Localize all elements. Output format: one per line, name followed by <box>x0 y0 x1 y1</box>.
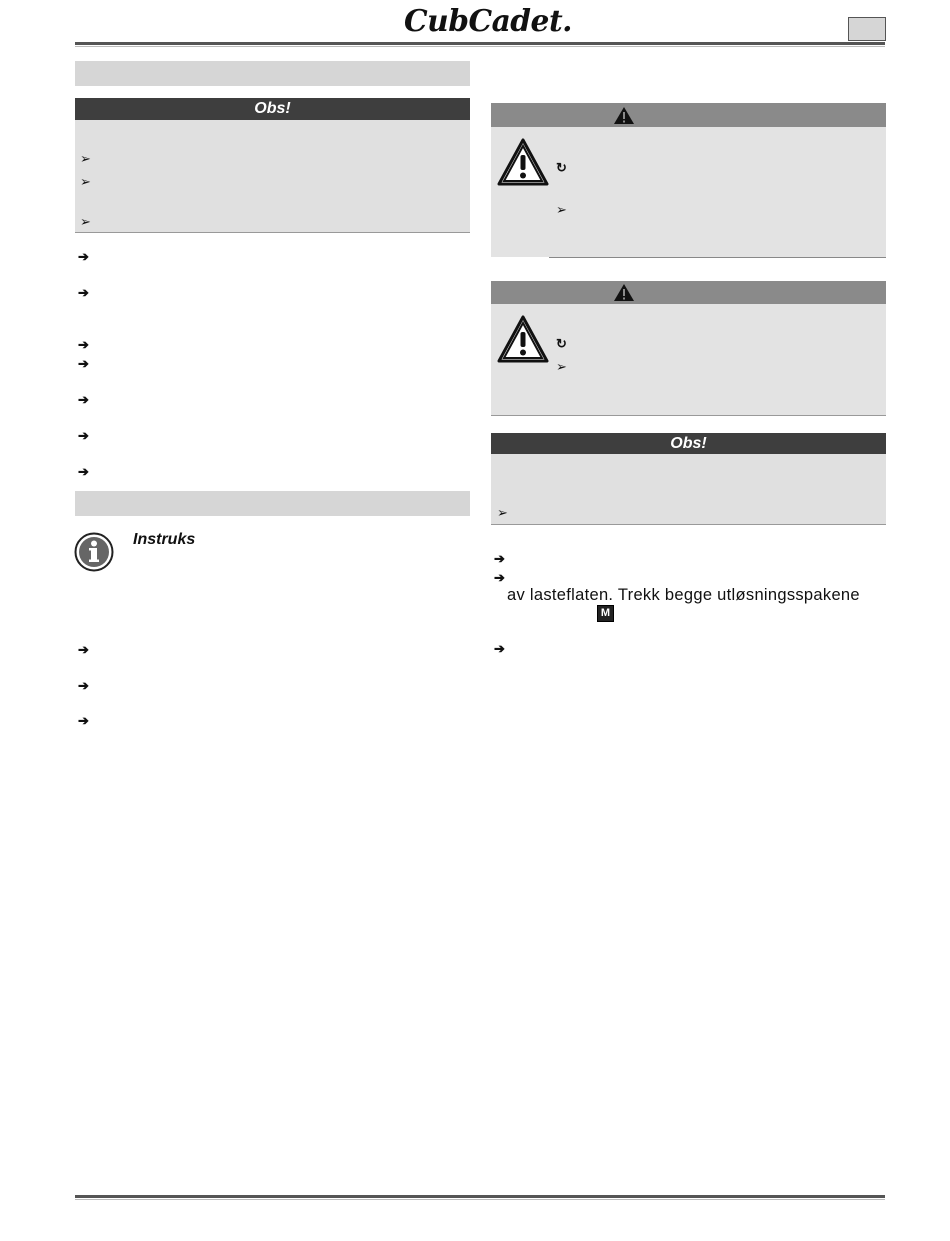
right-arrow-icon: ➔ <box>494 570 505 585</box>
right-arrow-icon: ➔ <box>78 464 89 479</box>
obs-note-body <box>75 120 470 233</box>
obs-note-header <box>75 98 470 120</box>
right-arrow-icon: ➔ <box>78 678 89 693</box>
section-heading-bar <box>75 491 470 516</box>
warning-triangle-icon <box>613 283 635 302</box>
right-arrow-icon: ➔ <box>78 392 89 407</box>
arrow-bullet-icon: ➢ <box>556 202 567 217</box>
header-rule <box>75 42 885 45</box>
obs-note-body <box>491 454 886 525</box>
warning-body <box>491 127 886 257</box>
right-arrow-icon: ➔ <box>78 337 89 352</box>
obs-note-header <box>491 433 886 454</box>
warning-body <box>491 304 886 416</box>
right-arrow-icon: ➔ <box>78 428 89 443</box>
warning-header <box>491 281 886 304</box>
arrow-bullet-icon: ➢ <box>497 505 508 520</box>
warning-triangle-icon <box>497 315 549 363</box>
circle-arrow-icon: ↻ <box>556 336 567 351</box>
footer-rule <box>75 1195 885 1198</box>
marker-m-badge: M <box>597 605 614 622</box>
warning-header <box>491 103 886 127</box>
language-tab <box>848 17 886 41</box>
circle-arrow-icon: ↻ <box>556 160 567 175</box>
right-arrow-icon: ➔ <box>78 249 89 264</box>
right-arrow-icon: ➔ <box>78 285 89 300</box>
step-text: av lasteflaten. Trekk begge utløsningsspakene <box>507 586 860 604</box>
right-arrow-icon: ➔ <box>78 713 89 728</box>
instruction-title: Instruks <box>133 531 196 548</box>
right-arrow-icon: ➔ <box>78 642 89 657</box>
arrow-bullet-icon: ➢ <box>80 214 91 229</box>
section-heading-bar <box>75 61 470 86</box>
arrow-bullet-icon: ➢ <box>80 151 91 166</box>
warning-triangle-icon <box>497 138 549 186</box>
right-arrow-icon: ➔ <box>494 641 505 656</box>
arrow-bullet-icon: ➢ <box>556 359 567 374</box>
obs-note-title: Obs! <box>670 435 707 452</box>
warning-triangle-icon <box>613 106 635 125</box>
footer-rule-thin <box>75 1199 885 1200</box>
cub-cadet-logo-graphic <box>404 2 578 38</box>
header-rule-thin <box>75 46 885 47</box>
cub-cadet-logo <box>404 2 578 38</box>
info-icon <box>74 532 114 572</box>
svg-text:CubCadet.: CubCadet. <box>404 4 572 38</box>
warning-divider <box>549 257 886 258</box>
right-arrow-icon: ➔ <box>494 551 505 566</box>
right-arrow-icon: ➔ <box>78 356 89 371</box>
arrow-bullet-icon: ➢ <box>80 174 91 189</box>
obs-note-title: Obs! <box>254 100 291 117</box>
